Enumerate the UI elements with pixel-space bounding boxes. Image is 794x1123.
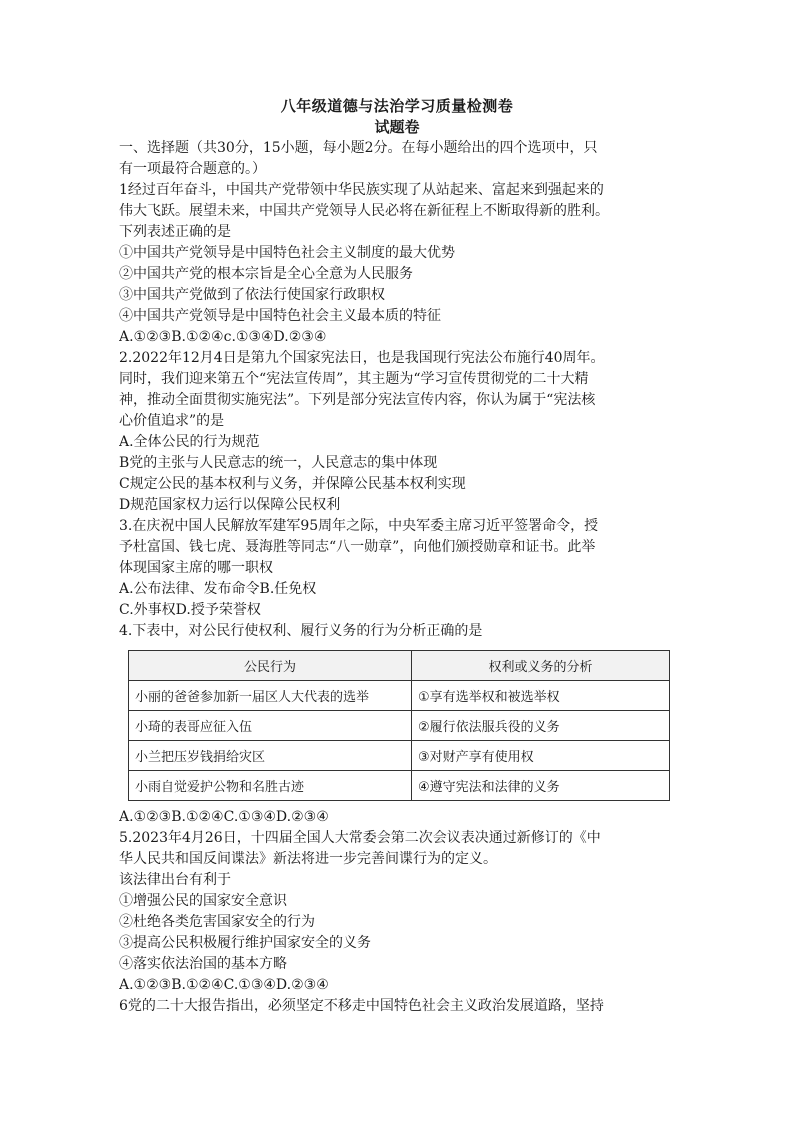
text-line: 3.在庆祝中国人民解放军建军95周年之际，中央军委主席习近平签署命令，授: [119, 518, 599, 534]
text-line: 该法律出台有利于: [119, 872, 231, 888]
question-block-a: [119, 138, 684, 642]
text-line: 神，推动全面贯彻实施宪法”。下列是部分宪法宣传内容，你认为属于“宪法核: [119, 392, 596, 408]
page-title: 八年级道德与法治学习质量检测卷: [280, 97, 514, 115]
text-line: ②杜绝各类危害国家安全的行为: [119, 914, 315, 930]
text-line: 体现国家主席的哪一职权: [119, 560, 273, 576]
table-cell: ③对财产享有使用权: [412, 741, 670, 771]
table-row: [129, 741, 670, 771]
text-line: A.①②③B.①②④C.①③④D.②③④: [119, 809, 329, 825]
table-cell: ②履行依法服兵役的义务: [412, 711, 670, 741]
text-line: 4.下表中，对公民行使权利、履行义务的行为分析正确的是: [119, 623, 483, 639]
table-header-cell: 权利或义务的分析: [412, 651, 670, 681]
table-cell: 小兰把压岁钱捐给灾区: [129, 741, 412, 771]
table-cell: 小丽的爸爸参加新一届区人大代表的选举: [129, 681, 412, 711]
text-line: C规定公民的基本权利与义务，并保障公民基本权利实现: [119, 476, 466, 492]
text-line: 心价值追求”的是: [119, 413, 225, 429]
text-line: 有一项最符合题意的。）: [119, 161, 266, 177]
table-cell: ①享有选举权和被选举权: [412, 681, 670, 711]
text-line: ②中国共产党的根本宗旨是全心全意为人民服务: [119, 266, 413, 282]
text-line: A.公布法律、发布命令B.任免权: [119, 581, 317, 597]
text-line: ④落实依法治国的基本方略: [119, 956, 287, 972]
text-line: A.①②③B.①②④c.①③④D.②③④: [119, 329, 327, 345]
text-line: A.全体公民的行为规范: [119, 434, 260, 450]
text-line: 同时，我们迎来第五个“宪法宣传周”，其主题为“学习宣传贯彻党的二十大精: [119, 371, 589, 387]
title-block: [0, 96, 794, 137]
text-line: ①中国共产党领导是中国特色社会主义制度的最大优势: [119, 245, 455, 261]
text-line: ④中国共产党领导是中国特色社会主义最本质的特征: [119, 308, 441, 324]
text-line: ③中国共产党做到了依法行使国家行政职权: [119, 287, 385, 303]
text-line: B党的主张与人民意志的统一，人民意志的集中体现: [119, 455, 438, 471]
text-line: 予杜富国、钱七虎、聂海胜等同志“八一勋章”，向他们颁授勋章和证书。此举: [119, 539, 596, 555]
text-line: 伟大飞跃。展望未来，中国共产党领导人民必将在新征程上不断取得新的胜利。: [119, 203, 609, 219]
text-line: 1经过百年奋斗，中国共产党带领中华民族实现了从站起来、富起来到强起来的: [119, 182, 604, 198]
page-subtitle: 试题卷: [374, 118, 420, 136]
text-line: 一、选择题（共30分，15小题，每小题2分。在每小题给出的四个选项中，只: [119, 140, 598, 156]
text-line: C.外事权D.授予荣誉权: [119, 602, 261, 618]
text-line: 5.2023年4月26日，十四届全国人大常委会第二次会议表决通过新修订的《中: [119, 830, 601, 846]
table-row: [129, 681, 670, 711]
text-line: 6党的二十大报告指出，必须坚定不移走中国特色社会主义政治发展道路，坚持: [119, 998, 604, 1014]
text-line: ③提高公民积极履行维护国家安全的义务: [119, 935, 371, 951]
table-cell: 小雨自觉爱护公物和名胜古迹: [129, 771, 412, 801]
table-row: [129, 711, 670, 741]
text-line: 下列表述正确的是: [119, 224, 231, 240]
table-cell: 小琦的表哥应征入伍: [129, 711, 412, 741]
table-header-row: [129, 651, 670, 681]
text-line: D规范国家权力运行以保障公民权利: [119, 497, 341, 513]
table-cell: ④遵守宪法和法律的义务: [412, 771, 670, 801]
rights-duties-table: [128, 650, 670, 801]
text-line: ①增强公民的国家安全意识: [119, 893, 287, 909]
text-line: 华人民共和国反间谍法》新法将进一步完善间谍行为的定义。: [119, 851, 497, 867]
table-header-cell: 公民行为: [129, 651, 412, 681]
text-line: 2.2022年12月4日是第九个国家宪法日，也是我国现行宪法公布施行40周年。: [119, 350, 605, 366]
text-line: A.①②③B.①②④C.①③④D.②③④: [119, 977, 329, 993]
question-block-b: [119, 807, 684, 1017]
rights-table-wrapper: [128, 650, 684, 801]
question-content: [119, 138, 684, 1017]
table-row: [129, 771, 670, 801]
